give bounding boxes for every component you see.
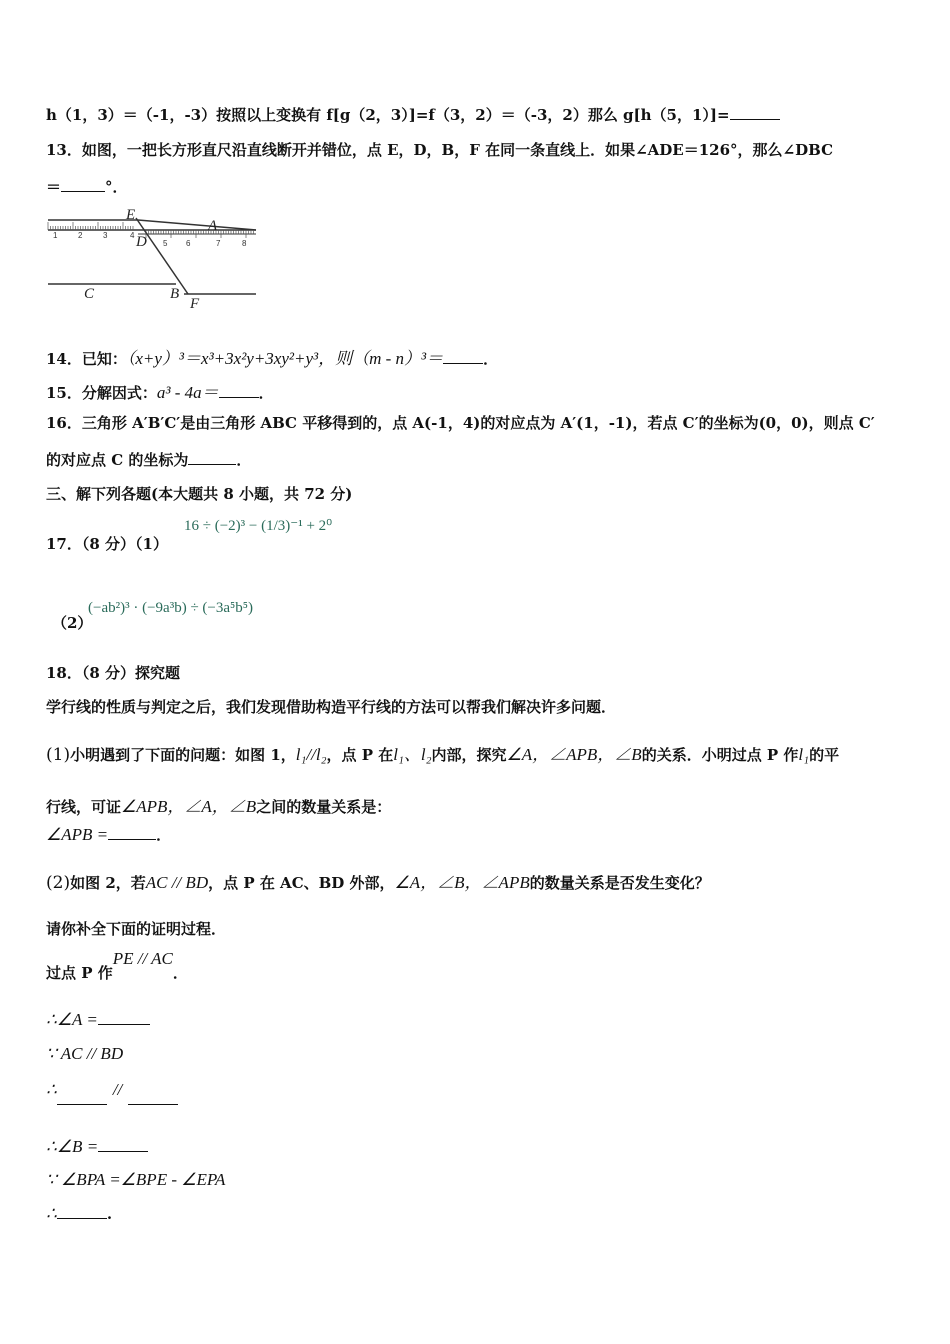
- q16-line1: [46, 412, 875, 433]
- q18-p1-c: 内部，探究: [431, 746, 507, 764]
- proof-l3-prefix: ∴: [46, 1080, 57, 1099]
- q16-text-line1: 16．三角形 A′B′C′是由三角形 ABC 平移得到的，点 A(-1，4)的对应点为 A′(1，-1)，若点 C′的坐标为(0，0)，则点 C′: [46, 414, 875, 432]
- q13-text: 13．如图，一把长方形直尺沿直线断开并错位，点 E，D，B，F 在同一条直线上．如果∠ADE＝126°，那么∠DBC: [46, 141, 834, 159]
- q18-through-math: PE // AC: [112, 949, 173, 968]
- tick-label-6: 6: [186, 239, 191, 248]
- q18-p1-e: 的平: [809, 746, 840, 764]
- q13-line1: [46, 139, 833, 160]
- q12-text: h（1，3）＝（-1，-3）按照以上变换有 f[g（2，3）]=f（3，2）＝（-3，2）那么 g[h（5，1）]=: [46, 106, 730, 124]
- q12-blank[interactable]: [730, 119, 780, 120]
- q18-p1-math2: l₁、l₂: [393, 745, 432, 764]
- proof-l3-blank-left[interactable]: [57, 1104, 107, 1105]
- label-F: F: [190, 296, 200, 310]
- q18-p1-line1: [46, 740, 839, 765]
- q17-part2-label: （2）: [52, 614, 93, 632]
- q18-fill-prompt-text: 请你补全下面的证明过程．: [46, 920, 227, 938]
- proof-l5-text: ∵ ∠BPA =∠BPE - ∠EPA: [46, 1170, 226, 1189]
- proof-l6-blank[interactable]: [57, 1218, 107, 1219]
- q18-p1-math3: ∠A，∠APB，∠B: [506, 745, 642, 764]
- label-E: E: [126, 208, 136, 223]
- q16-line2: [46, 449, 251, 470]
- tick-label-7: 7: [216, 239, 221, 248]
- proof-line2: [46, 1044, 123, 1064]
- label-D: D: [136, 234, 147, 250]
- q18-title-text: 18．（8 分）探究题: [46, 664, 181, 682]
- q13-degree: °．: [105, 178, 128, 196]
- q18-p2-math2: ∠A，∠B，∠APB: [394, 873, 530, 892]
- q18-p2-a: 如图 2，若: [70, 874, 146, 892]
- q18-p1-line2-a: 行线，可证: [46, 798, 122, 816]
- q18-p2-line: [46, 868, 710, 893]
- q18-title: [46, 662, 180, 683]
- q18-p2-label: (2): [46, 873, 71, 893]
- q14-line: [46, 344, 498, 369]
- proof-l2-text: ∵ AC // BD: [46, 1044, 124, 1063]
- q14-blank[interactable]: [443, 363, 483, 364]
- q18-p1-d: 的关系．小明过点 P 作: [641, 746, 799, 764]
- tick-label-4: 4: [130, 231, 135, 240]
- proof-line4: [46, 1137, 148, 1157]
- q18-p2-math1: AC // BD: [145, 873, 209, 892]
- q14-formula: （x+y）³＝x³+3x²y+3xy²+y³，则（m - n）³＝: [126, 349, 444, 368]
- proof-line6: ∴ .: [46, 1204, 113, 1223]
- q18-intro-text: 学行线的性质与判定之后，我们发现借助构造平行线的方法可以帮我们解决许多问题．: [46, 698, 617, 716]
- q15-prefix: 15．分解因式：: [46, 384, 157, 402]
- q13-line2: [46, 176, 128, 197]
- tick-label-1: 1: [53, 231, 58, 240]
- tick-label-2: 2: [78, 231, 83, 240]
- proof-line1: [46, 1010, 150, 1030]
- q12-line: [46, 104, 780, 125]
- q18-p1-a: 小明遇到了下面的问题：如图 1，: [70, 746, 296, 764]
- q18-p1-b: ，点 P 在: [326, 746, 394, 764]
- q18-p2-b: ，点 P 在 AC、BD 外部，: [208, 874, 395, 892]
- tick-label-5: 5: [163, 239, 168, 248]
- tick-label-3: 3: [103, 231, 108, 240]
- q15-formula: a³ - 4a＝: [156, 383, 219, 402]
- q17-label1: [46, 533, 168, 554]
- label-B: B: [170, 286, 180, 302]
- proof-l3-parallel: //: [112, 1080, 123, 1099]
- q17-part1-label: 17．（8 分）（1）: [46, 535, 168, 553]
- q15-blank[interactable]: [219, 397, 259, 398]
- q17-expr1: 16 ÷ (−2)³ − (1/3)⁻¹ + 2⁰: [184, 518, 333, 534]
- q18-p1-label: (1): [46, 745, 71, 765]
- section3-heading-text: 三、解下列各题(本大题共 8 小题，共 72 分): [46, 485, 353, 503]
- section3-heading: [46, 483, 352, 504]
- q13-equals: ＝: [46, 178, 62, 196]
- q18-through-p: 过点 P 作PE // AC．: [46, 949, 188, 982]
- q18-fill-prompt: [46, 918, 226, 939]
- q18-p2-c: 的数量关系是否发生变化？: [529, 874, 710, 892]
- proof-l4-text: ∴∠B =: [46, 1137, 99, 1156]
- q14-suffix: ．: [483, 350, 499, 368]
- q16-blank[interactable]: [188, 464, 236, 465]
- ruler-figure: [46, 208, 260, 310]
- proof-l1-blank[interactable]: [98, 1024, 150, 1025]
- q15-line: [46, 378, 274, 403]
- proof-l1-text: ∴∠A =: [46, 1010, 98, 1029]
- q18-p1-line2-math: ∠APB，∠A，∠B: [121, 797, 257, 816]
- proof-line3: [46, 1080, 178, 1100]
- proof-l4-blank[interactable]: [98, 1151, 148, 1152]
- q18-p1-answer-text: ∠APB =: [46, 825, 109, 844]
- label-C: C: [84, 286, 95, 302]
- ruler-top-edge-right: [138, 220, 256, 230]
- q18-intro: [46, 696, 616, 717]
- q18-p1-line2-b: 之间的数量关系是：: [256, 798, 392, 816]
- q16-text-line2: 的对应点 C 的坐标为: [46, 451, 189, 469]
- q16-suffix: ．: [236, 451, 252, 469]
- proof-line5: [46, 1170, 225, 1190]
- tick-label-8: 8: [242, 239, 247, 248]
- q18-p1-math4: l₁: [798, 745, 810, 764]
- q18-p1-line2: [46, 792, 391, 817]
- q15-suffix: ．: [258, 384, 274, 402]
- label-A: A: [208, 218, 218, 234]
- q13-blank[interactable]: [61, 191, 105, 192]
- q18-p1-answer: ∠APB = ．: [46, 825, 172, 844]
- proof-l6-text: ∴: [46, 1204, 57, 1223]
- q18-p1-math1: l₁//l₂: [295, 745, 327, 764]
- q18-p1-blank[interactable]: [108, 839, 156, 840]
- q14-prefix: 14．已知：: [46, 350, 127, 368]
- q17-expr2: (−ab²)³ · (−9a³b) ÷ (−3a⁵b⁵): [88, 600, 253, 616]
- q18-through-p-text: 过点 P 作: [46, 964, 113, 982]
- q17-label2: [52, 612, 92, 633]
- proof-l3-blank-right[interactable]: [128, 1104, 178, 1105]
